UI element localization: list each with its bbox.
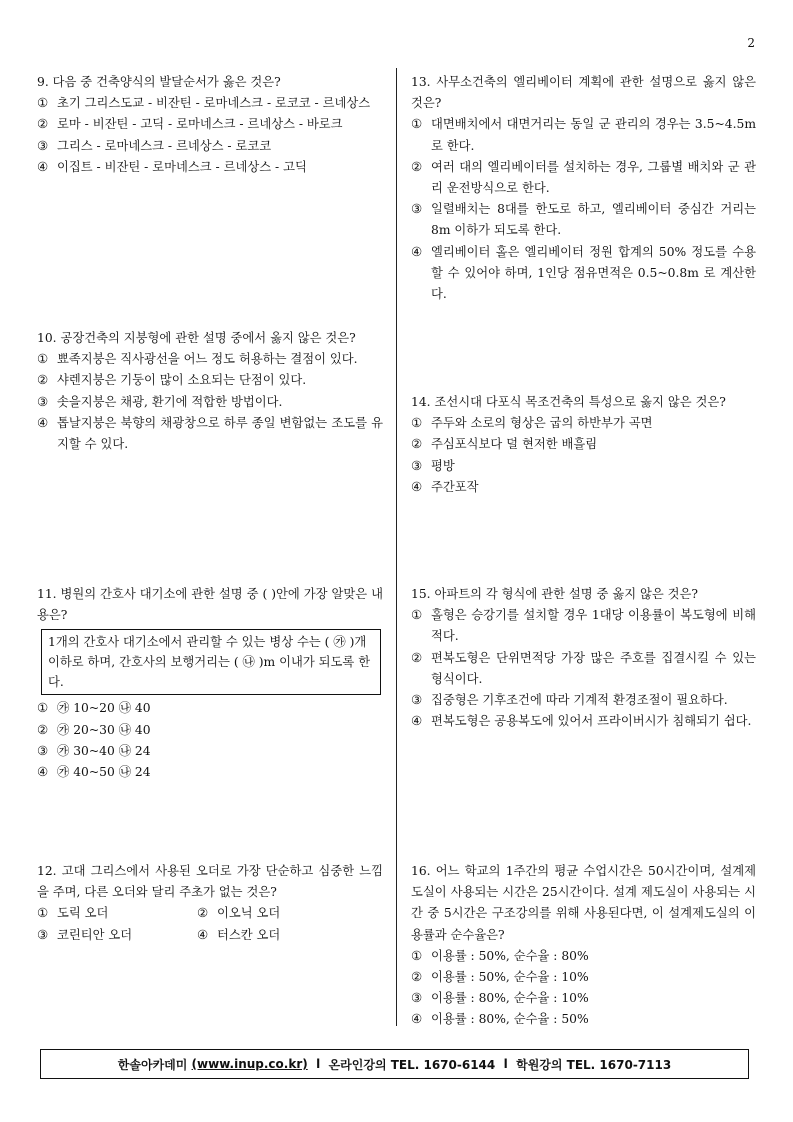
option-1[interactable]: ① 도릭 오더 [37,906,109,921]
academy-name: 한솔아카데미 [117,1057,188,1072]
option-4[interactable]: ④ 이용률 : 80%, 순수율 : 50% [411,1012,589,1027]
footer-separator: l [316,1057,321,1071]
option-2[interactable]: ② ㉮ 20~30 ㉯ 40 [37,722,151,737]
option-1[interactable]: ① ㉮ 10~20 ㉯ 40 [37,701,151,716]
option-3[interactable]: ③ 이용률 : 80%, 순수율 : 10% [411,991,589,1006]
question-stem: 13. 사무소건축의 엘리베이터 계획에 관한 설명으로 옳지 않은 것은? [411,75,756,111]
option-4[interactable]: ④ ㉮ 40~50 ㉯ 24 [37,765,151,780]
option-3[interactable]: ③ 그리스 - 로마네스크 - 르네상스 - 로코코 [37,138,272,153]
option-1[interactable]: ① 주두와 소로의 형상은 굽의 하반부가 곡면 [411,416,653,431]
option-4[interactable]: ④ 주간포작 [411,479,479,494]
question-10 [37,328,383,455]
option-3[interactable]: ③ ㉮ 30~40 ㉯ 24 [37,743,151,758]
online-lecture-phone: 온라인강의 TEL. 1670-6144 [328,1057,496,1072]
option-2[interactable]: ② 편복도형은 단위면적당 가장 많은 주호를 집결시킬 수 있는 형식이다. [411,650,756,686]
option-1[interactable]: ① 대면배치에서 대면거리는 동일 군 관리의 경우는 3.5~4.5m로 한다. [411,117,756,153]
option-2[interactable]: ② 이오닉 오더 [197,906,281,921]
option-4[interactable]: ④ 엘리베이터 홀은 엘리베이터 정원 합계의 50% 정도를 수용할 수 있어야 하며, 1인당 점유면적은 0.5~0.8m 로 계산한다. [411,244,756,302]
option-3[interactable]: ③ 집중형은 기후조건에 따라 기계적 환경조절이 필요하다. [411,693,728,708]
option-3[interactable]: ③ 평방 [411,458,455,473]
option-1[interactable]: ① 홀형은 승강기를 설치할 경우 1대당 이용률이 복도형에 비해 적다. [411,608,756,644]
question-stem: 12. 고대 그리스에서 사용된 오더로 가장 단순하고 심중한 느낌을 주며, 다른 오더와 달리 주초가 없는 것은? [37,864,383,900]
footer-separator: l [503,1057,508,1071]
offline-lecture-phone: 학원강의 TEL. 1670-7113 [516,1057,672,1072]
question-stem: 10. 공장건축의 지붕형에 관한 설명 중에서 옳지 않은 것은? [37,331,356,345]
page-number: 2 [747,36,755,50]
option-3[interactable]: ③ 코린티안 오더 [37,927,133,942]
question-11 [37,584,383,783]
option-2[interactable]: ② 여러 대의 엘리베이터를 설치하는 경우, 그룹별 배치와 군 관리 운전방식으로 한다. [411,159,756,196]
option-4[interactable]: ④ 터스칸 오더 [197,927,281,942]
question-12 [37,861,383,946]
question-13 [411,72,756,305]
question-stem: 14. 조선시대 다포식 목조건축의 특성으로 옳지 않은 것은? [411,395,726,409]
option-2[interactable]: ② 샤렌지붕은 기둥이 많이 소요되는 단점이 있다. [37,373,307,388]
option-4[interactable]: ④ 이집트 - 비잔틴 - 로마네스크 - 르네상스 - 고딕 [37,159,307,174]
option-4[interactable]: ④ 편복도형은 공용복도에 있어서 프라이버시가 침해되기 쉽다. [411,714,752,729]
option-2[interactable]: ② 주심포식보다 덜 현저한 배흘림 [411,437,598,452]
option-2[interactable]: ② 로마 - 비잔틴 - 고딕 - 로마네스크 - 르네상스 - 바로크 [37,117,343,132]
academy-url-link[interactable]: (www.inup.co.kr) [191,1057,308,1071]
option-3[interactable]: ③ 솟을지붕은 채광, 환기에 적합한 방법이다. [37,394,283,409]
option-1[interactable]: ① 이용률 : 50%, 순수율 : 80% [411,948,589,963]
question-15 [411,584,756,732]
option-2[interactable]: ② 이용률 : 50%, 순수율 : 10% [411,970,589,985]
question-condition-box: 1개의 간호사 대기소에서 관리할 수 있는 병상 수는 ( ㉮ )개 이하로 하며, 간호사의 보행거리는 ( ㉯ )m 이내가 되도록 한다. [41,629,381,695]
question-stem: 15. 아파트의 각 형식에 관한 설명 중 옳지 않은 것은? [411,587,699,601]
option-4[interactable]: ④ 톱날지붕은 북향의 채광창으로 하루 종일 변함없는 조도를 유지할 수 있다. [37,415,383,452]
question-stem: 16. 어느 학교의 1주간의 평균 수업시간은 50시간이며, 설계제도실이 사용되는 시간은 25시간이다. 설계 제도실이 사용되는 시간 중 5시간은 구조강의를 위해 사용된다면, 이 설계제도실의 이용률과 순수율은? [411,864,756,942]
footer-banner [40,1049,749,1079]
question-stem: 9. 다음 중 건축양식의 발달순서가 옳은 것은? [37,75,281,89]
option-1[interactable]: ① 뾰족지붕은 직사광선을 어느 정도 허용하는 결점이 있다. [37,352,358,367]
question-16 [411,861,756,1031]
question-9 [37,72,383,178]
question-stem: 11. 병원의 간호사 대기소에 관한 설명 중 ( )안에 가장 알맞은 내용은? [37,587,383,623]
column-divider [396,68,397,1026]
question-14 [411,392,756,498]
option-3[interactable]: ③ 일렬배치는 8대를 한도로 하고, 엘리베이터 중심간 거리는 8m 이하가 되도록 한다. [411,202,756,238]
option-1[interactable]: ① 초기 그리스도교 - 비잔틴 - 로마네스크 - 로코코 - 르네상스 [37,96,371,111]
